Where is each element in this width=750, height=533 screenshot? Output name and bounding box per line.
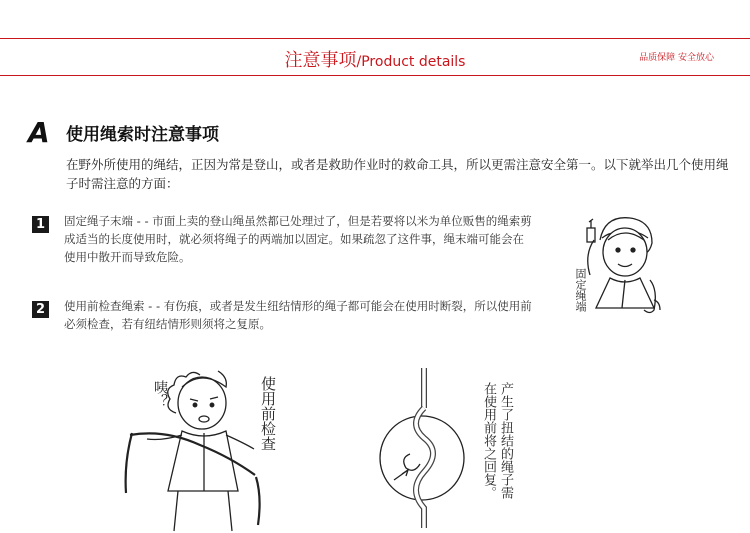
bottom-rule [0,75,750,76]
note-text-2: 使用前检查绳索 - - 有伤痕，或者是发生纽结情形的绳子都可能会在使用时断裂，所以使用前必须检查，若有纽结情形则须将之复原。 [64,299,532,331]
section-title: 使用绳索时注意事项 [66,125,219,145]
header-banner [0,0,750,90]
intro-paragraph: 在野外所使用的绳结，正因为常是登山，或者是救助作业时的救命工具，所以更需注意安全第一。以下就举出几个使用绳子时需注意的方面： [66,157,729,191]
check-rope-illustration [120,365,270,533]
note-number-2: 2 [32,301,49,318]
kink-note-col1: 产生了扭结的绳子需 [498,382,513,499]
note-text-1: 固定绳子末端 - - 市面上卖的登山绳虽然都已处理过了，但是若要将以米为单位贩售的绳索剪成适当的长度使用时，就必须将绳子的两端加以固定。如果疏忽了这件事，绳末端可能会在使用中散开而导致危险。 [64,214,532,264]
kinked-rope-illustration [372,368,472,528]
kink-note-col2: 在使用前将之回复。 [481,382,496,499]
note-number-1: 1 [32,216,49,233]
check-label: 使用前检查 [259,376,277,451]
fix-end-label: 固定绳端 [574,268,587,312]
banner-title-en: /Product details [356,54,466,70]
top-rule [0,38,750,39]
banner-slogan: 品质保障 安全放心 [639,53,714,63]
section-letter: A [28,116,50,149]
banner-title [0,46,750,72]
banner-title-cn: 注意事项 [284,50,357,71]
exclaim-text: 咦？ [152,380,168,408]
